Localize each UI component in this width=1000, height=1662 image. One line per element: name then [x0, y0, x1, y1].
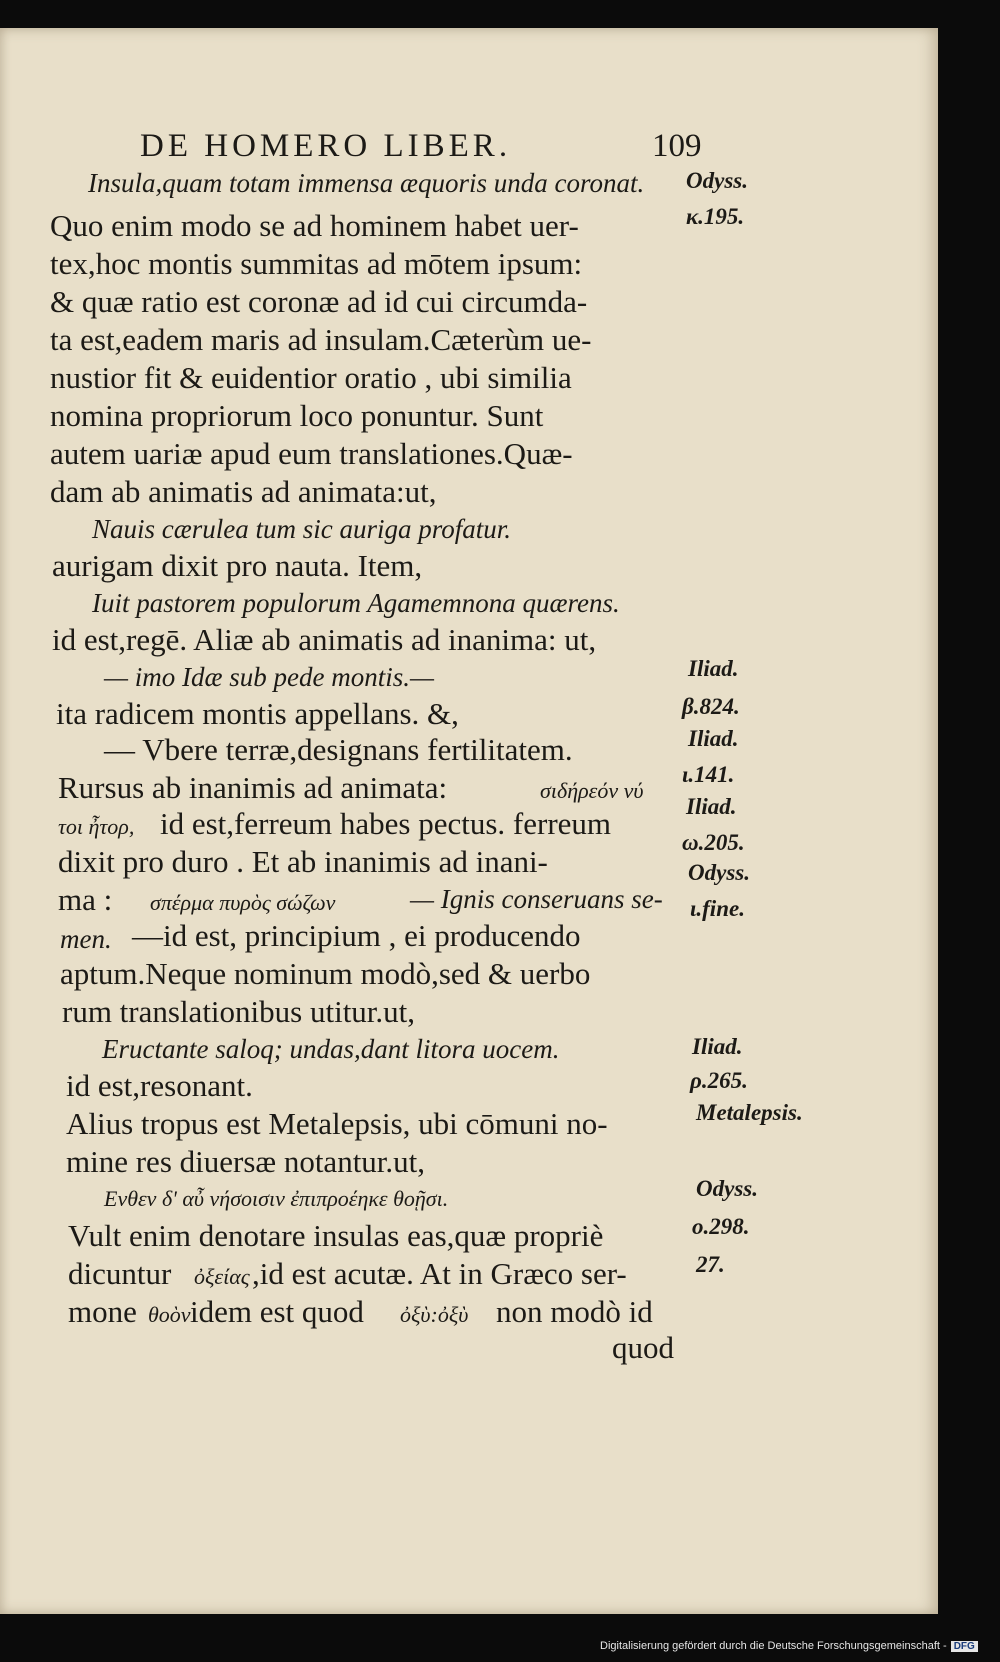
text-line: autem uariæ apud eum translationes.Quæ-: [50, 436, 573, 471]
margin-note: Metalepsis.: [696, 1100, 803, 1125]
greek-phrase: σπέρμα πυρὸς σώζων: [150, 890, 336, 915]
margin-note: 27.: [696, 1252, 725, 1277]
greek-word: θοὸν: [148, 1302, 191, 1327]
margin-note: κ.195.: [686, 204, 745, 229]
text-line: mone: [68, 1294, 137, 1329]
text-line: idem est quod: [190, 1294, 364, 1329]
text-line: tex,hoc montis summitas ad mōtem ipsum:: [50, 246, 583, 281]
credit-text: Digitalisierung gefördert durch die Deutsche Forschungsgemeinschaft -: [600, 1640, 947, 1652]
text-line: aptum.Neque nominum modò,sed & uerbo: [60, 956, 591, 991]
margin-note: ο.298.: [692, 1214, 750, 1239]
greek-word: ὀξείας: [194, 1264, 250, 1289]
margin-note: Odyss.: [696, 1176, 758, 1201]
text-line: & quæ ratio est coronæ ad id cui circumda-: [50, 284, 588, 319]
digitization-credit: [600, 1640, 978, 1652]
text-line: id est,ferreum habes pectus. ferreum: [160, 806, 612, 841]
verse-line: — imo Idæ sub pede montis.—: [104, 662, 434, 692]
margin-note: ι.141.: [682, 762, 735, 787]
running-head: DE HOMERO LIBER.: [140, 128, 512, 164]
text-line: non modò id: [496, 1294, 653, 1329]
text-line: ,id est acutæ. At in Græco ser-: [252, 1256, 627, 1291]
text-line: — Vbere terræ,designans fertilitatem.: [104, 732, 573, 767]
text-line: id est,resonant.: [66, 1068, 253, 1103]
text-line: ita radicem montis appellans. &,: [56, 696, 459, 731]
greek-phrase: σιδήρεόν νύ: [540, 778, 644, 803]
text-line: Alius tropus est Metalepsis, ubi cōmuni no-: [66, 1106, 608, 1141]
verse-line: — Ignis conseruans se-: [410, 884, 663, 914]
margin-note: ι.fine.: [690, 896, 745, 921]
text-line: dixit pro duro . Et ab inanimis ad inani-: [58, 844, 548, 879]
text-line: nustior fit & euidentior oratio , ubi similia: [50, 360, 572, 395]
text-line: dam ab animatis ad animata:ut,: [50, 474, 437, 509]
text-line: ma :: [58, 882, 113, 917]
verse-line: men.: [60, 924, 112, 954]
verse-line: Nauis cærulea tum sic auriga profatur.: [92, 514, 512, 544]
text-line: dicuntur: [68, 1256, 172, 1291]
text-line: Vult enim denotare insulas eas,quæ propriè: [68, 1218, 604, 1253]
text-line: id est,regē. Aliæ ab animatis ad inanima: ut,: [52, 622, 597, 657]
margin-note: Iliad.: [688, 726, 739, 751]
text-line: Rursus ab inanimis ad animata:: [58, 770, 448, 805]
verse-line: Eructante saloq; undas,dant litora uocem.: [102, 1034, 560, 1064]
text-line: mine res diuersæ notantur.ut,: [66, 1144, 426, 1179]
margin-note: β.824.: [682, 694, 740, 719]
greek-word: ὀξὺ:ὀξὺ: [400, 1302, 469, 1327]
greek-verse: Ενθεν δ' αὖ νήσοισιν ἐπιπροέηκε θοῇσι.: [104, 1186, 449, 1211]
text-line: rum translationibus utitur.ut,: [62, 994, 416, 1029]
text-line: nomina propriorum loco ponuntur. Sunt: [50, 398, 544, 433]
dfg-logo: DFG: [951, 1641, 978, 1652]
text-line: ta est,eadem maris ad insulam.Cæterùm ue-: [50, 322, 592, 357]
margin-note: Odyss.: [688, 860, 750, 885]
text-line: —id est, principium , ei producendo: [132, 918, 581, 953]
text-line: Quo enim modo se ad hominem habet uer-: [50, 208, 579, 243]
margin-note: ρ.265.: [690, 1068, 748, 1093]
verse-line: Insula,quam totam immensa æquoris unda coronat.: [88, 168, 645, 198]
margin-note: Iliad.: [688, 656, 739, 681]
margin-note: Iliad.: [686, 794, 737, 819]
text-line: aurigam dixit pro nauta. Item,: [52, 548, 423, 583]
catchword: quod: [612, 1330, 674, 1365]
margin-note: Iliad.: [692, 1034, 743, 1059]
margin-note: Odyss.: [686, 168, 748, 193]
verse-line: Iuit pastorem populorum Agamemnona quærens.: [92, 588, 620, 618]
margin-note: ω.205.: [682, 830, 745, 855]
page-number: 109: [652, 128, 702, 164]
greek-phrase: τοι ἦτορ,: [58, 814, 135, 839]
